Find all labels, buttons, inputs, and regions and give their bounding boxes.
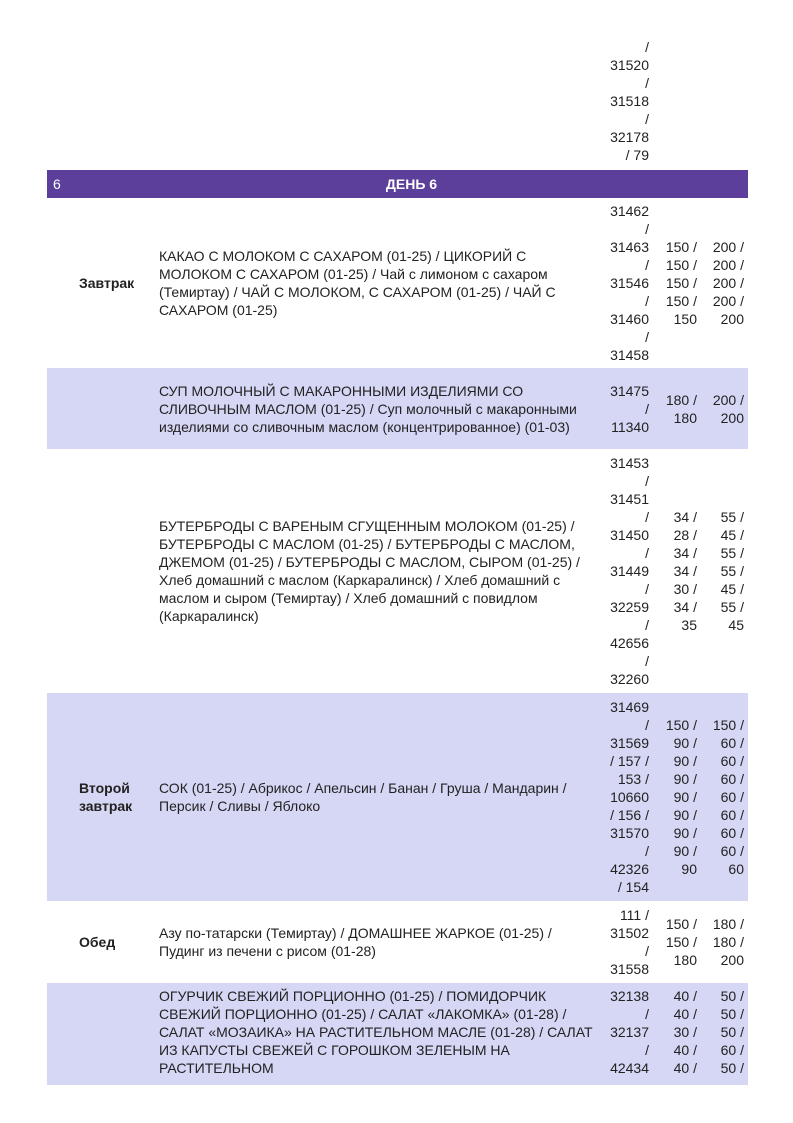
table-row [47, 983, 748, 1085]
output-1-cell: 34 / 28 / 34 / 34 / 30 / 34 / 35 [673, 509, 697, 633]
output-1-cell: 40 / 40 / 30 / 40 / 40 / [653, 983, 701, 1085]
dish-names: БУТЕРБРОДЫ С ВАРЕНЫМ СГУЩЕННЫМ МОЛОКОМ (01-25) / БУТЕРБРОДЫ С МАСЛОМ (01-25) / БУТЕРБРОДЫ С МАСЛОМ, ДЖЕМОМ (01-25) / БУТЕРБРОДЫ С МАСЛОМ, СЫРОМ (01-25) / Хлеб домашний с маслом (Каркаралинск) / Хлеб домашний с маслом и сыром (Темиртау) / Хлеб домашний с повидлом (Каркаралинск) [159, 518, 580, 624]
code-cell: 31475 / 11340 [603, 368, 653, 449]
output-2-cell: 180 / 180 / 200 [712, 916, 744, 968]
code-cell: 32138 / 32137 / 42434 [603, 983, 653, 1085]
output-1-cell: 150 / 150 / 180 [665, 916, 697, 968]
day-header-row [47, 170, 748, 198]
output-2-cell: 200 / 200 [701, 368, 748, 449]
output-2-cell: 200 / 200 / 200 / 200 / 200 [712, 239, 744, 327]
code-cell: 31469 / 31569 / 157 / 153 / 10660 / 156 / 31570 / 42326 / 154 [603, 693, 653, 901]
meal-name [75, 368, 155, 449]
meal-name: Обед [79, 934, 116, 950]
output-1-cell: 180 / 180 [653, 368, 701, 449]
day-number: 6 [47, 170, 75, 198]
table-row [47, 0, 748, 170]
day-title: ДЕНЬ 6 [75, 170, 748, 198]
table-row [47, 449, 748, 693]
output-2-cell: 150 / 60 / 60 / 60 / 60 / 60 / 60 / 60 / 60 [701, 693, 748, 901]
dish-names: СОК (01-25) / Абрикос / Апельсин / Банан / Груша / Мандарин / Персик / Сливы / Яблоко [155, 693, 603, 901]
dish-names: ОГУРЧИК СВЕЖИЙ ПОРЦИОННО (01-25) / ПОМИДОРЧИК СВЕЖИЙ ПОРЦИОННО (01-25) / САЛАТ «ЛАКОМКА» (01-28) / САЛАТ «МОЗАИКА» НА РАСТИТЕЛЬНОМ МАСЛЕ (01-28) / САЛАТ ИЗ КАПУСТЫ СВЕЖЕЙ С ГОРОШКОМ ЗЕЛЕНЫМ НА РАСТИТЕЛЬНОМ [155, 983, 603, 1085]
dish-names: СУП МОЛОЧНЫЙ С МАКАРОННЫМИ ИЗДЕЛИЯМИ СО СЛИВОЧНЫМ МАСЛОМ (01-25) / Суп молочный с макаронными изделиями со сливочным маслом (концентрированное) (01-03) [155, 368, 603, 449]
code-cell: 31453 / 31451 / 31450 / 31449 / 32259 / 42656 / 32260 [610, 455, 649, 687]
output-1-cell: 150 / 150 / 150 / 150 / 150 [665, 239, 697, 327]
table-row [47, 901, 748, 983]
meal-name: Второй завтрак [75, 693, 155, 901]
meal-name: Завтрак [79, 275, 135, 291]
dish-names: Азу по-татарски (Темиртау) / ДОМАШНЕЕ ЖАРКОЕ (01-25) / Пудинг из печени с рисом (01-28) [159, 925, 552, 959]
meal-name [75, 449, 155, 693]
table-row [47, 693, 748, 901]
code-cell: 111 / 31502 / 31558 [610, 907, 649, 977]
meal-name [75, 983, 155, 1085]
output-2-cell: 50 / 50 / 50 / 60 / 50 / [701, 983, 748, 1085]
dish-names: КАКАО С МОЛОКОМ С САХАРОМ (01-25) / ЦИКОРИЙ С МОЛОКОМ С САХАРОМ (01-25) / Чай с лимоном с сахаром (Темиртау) / ЧАЙ С МОЛОКОМ, С САХАРОМ (01-25) / ЧАЙ С САХАРОМ (01-25) [159, 248, 556, 318]
table-row [47, 368, 748, 449]
menu-table [47, 0, 748, 1085]
output-2-cell: 55 / 45 / 55 / 55 / 45 / 55 / 45 [720, 509, 744, 633]
code-cell: 31462 / 31463 / 31546 / 31460 / 31458 [610, 203, 649, 363]
menu-page [47, 0, 748, 1085]
output-1-cell: 150 / 90 / 90 / 90 / 90 / 90 / 90 / 90 / 90 [653, 693, 701, 901]
code-cell: / 31520 / 31518 / 32178 / 79 [610, 39, 649, 163]
table-row [47, 198, 748, 368]
